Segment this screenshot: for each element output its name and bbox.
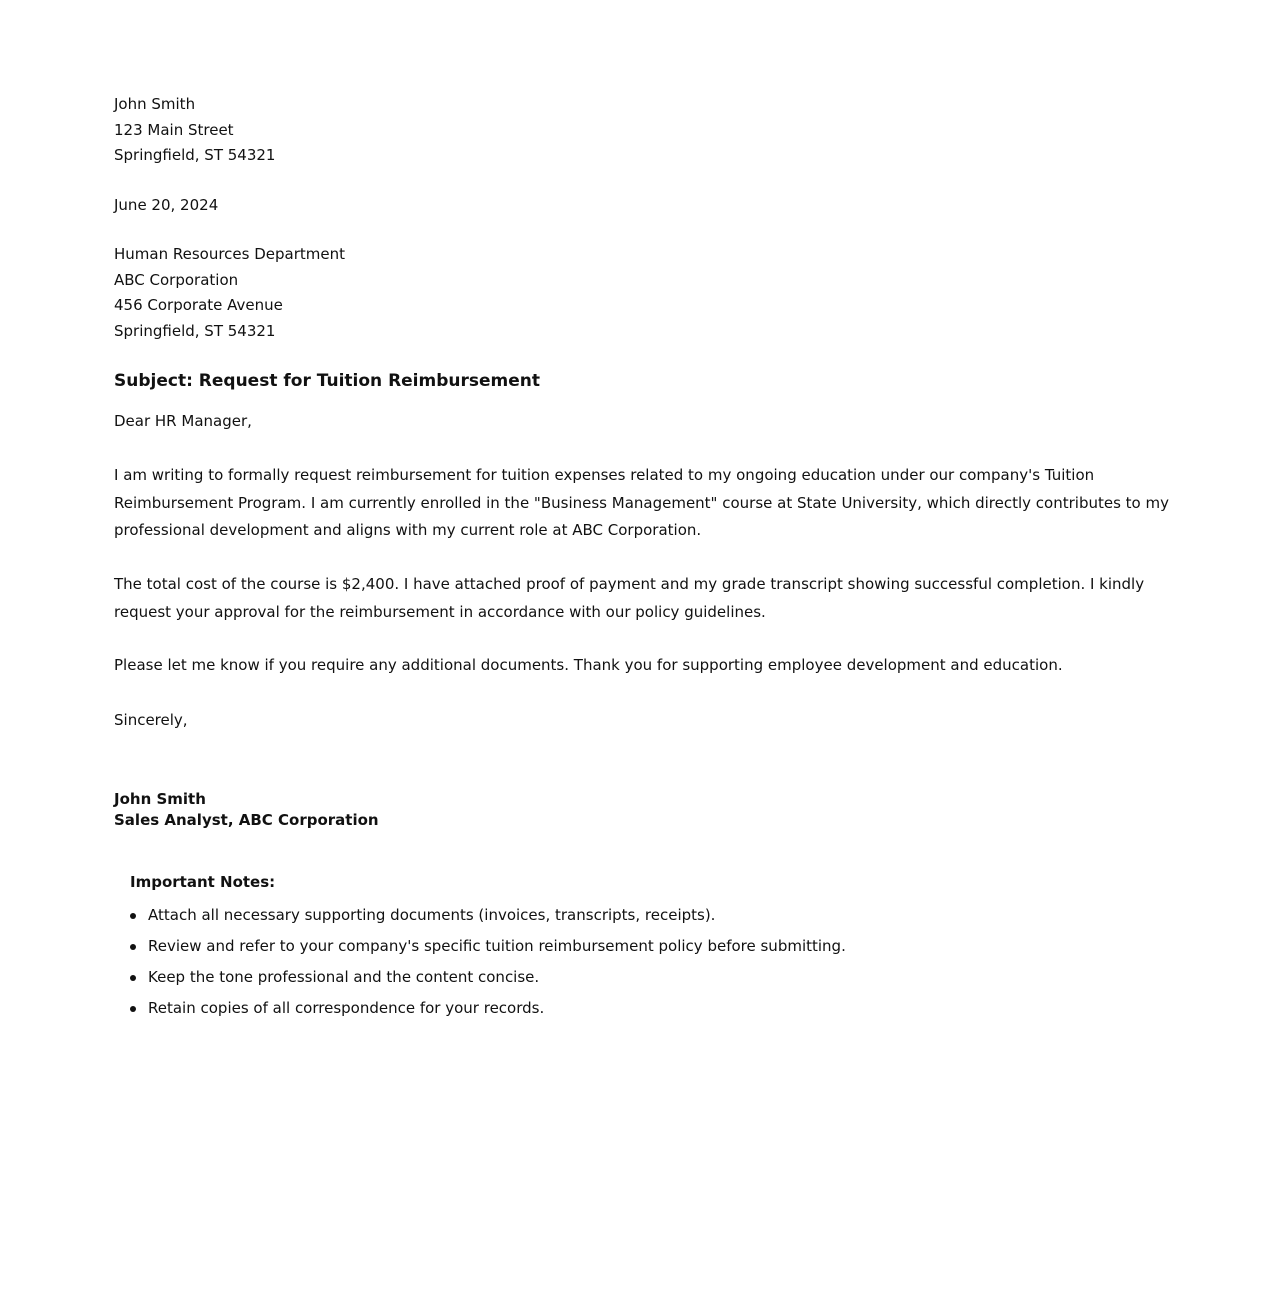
signature-block: [114, 789, 379, 831]
salutation: Dear HR Manager,: [114, 412, 252, 430]
list-item: [130, 993, 1030, 1024]
list-item: [130, 931, 1030, 962]
letter-date: June 20, 2024: [114, 196, 219, 214]
recipient-company: ABC Corporation: [114, 270, 239, 289]
bullet-icon: [130, 913, 136, 919]
bullet-icon: [130, 944, 136, 950]
recipient-department: Human Resources Department: [114, 245, 346, 263]
note-text: Review and refer to your company's specific tuition reimbursement policy before submitting.: [148, 937, 846, 955]
closing: Sincerely,: [114, 711, 188, 729]
notes-list: [130, 900, 1030, 1024]
body-paragraph: The total cost of the course is $2,400. I have attached proof of payment and my grade transcript showing successful completion. I kindly request your approval for the reimbursement in accordance with our policy guidelines.: [114, 575, 1145, 621]
notes-title: Important Notes:: [130, 873, 276, 891]
note-text: Attach all necessary supporting documents (invoices, transcripts, receipts).: [148, 906, 716, 924]
note-text: Retain copies of all correspondence for your records.: [148, 999, 545, 1017]
recipient-street: 456 Corporate Avenue: [114, 296, 283, 314]
bullet-icon: [130, 1006, 136, 1012]
important-notes: [130, 870, 1030, 1024]
body-paragraph: I am writing to formally request reimbursement for tuition expenses related to my ongoing education under our company's Tuition Reimbursement Program. I am currently enrolled in the "Business Management" course at State University, which directly contributes to my professional development and aligns with my current role at ABC Corporation.: [114, 466, 1169, 539]
sender-street: 123 Main Street: [114, 120, 234, 139]
list-item: [130, 962, 1030, 993]
sender-address: [114, 92, 275, 169]
recipient-address: [114, 242, 345, 344]
signature-title: Sales Analyst, ABC Corporation: [114, 811, 379, 829]
note-text: Keep the tone professional and the content concise.: [148, 968, 540, 986]
bullet-icon: [130, 975, 136, 981]
sender-name: John Smith: [114, 95, 196, 113]
subject-heading: Subject: Request for Tuition Reimbursement: [114, 371, 541, 391]
body-paragraph: Please let me know if you require any additional documents. Thank you for supporting employee development and education.: [114, 656, 1063, 674]
list-item: [130, 900, 1030, 931]
signature-name: John Smith: [114, 790, 206, 808]
sender-city: Springfield, ST 54321: [114, 146, 276, 164]
recipient-city: Springfield, ST 54321: [114, 321, 276, 340]
